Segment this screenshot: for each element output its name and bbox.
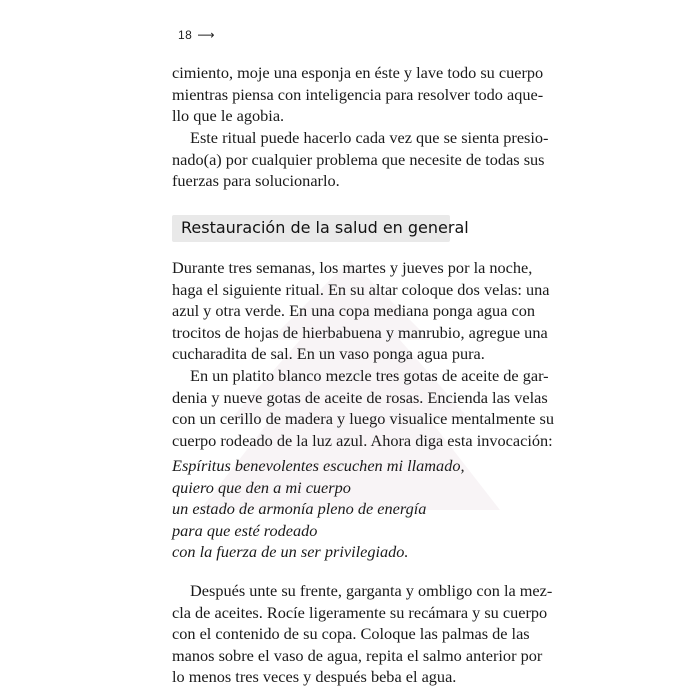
paragraph-line: cimiento, moje una esponja en éste y lave todo su cuerpo	[172, 63, 544, 82]
paragraph-line: haga el siguiente ritual. En su altar coloque dos velas: una	[172, 279, 550, 299]
poem-line: para que esté rodeado	[172, 520, 318, 540]
paragraph-line: cla de aceites. Rocíe ligeramente su recámara y su cuerpo	[172, 602, 548, 622]
paragraph-line: nado(a) por cualquier problema que necesite de todas sus	[172, 149, 545, 169]
second-paragraph	[172, 127, 549, 192]
poem-line: con la fuerza de un ser privilegiado.	[172, 542, 409, 562]
top-paragraph	[172, 62, 544, 127]
paragraph-line: lo menos tres veces y después beba el agua.	[172, 667, 457, 687]
paragraph-line: Después unte su frente, garganta y ombligo con la mez-	[190, 581, 553, 600]
invocation-poem	[172, 455, 465, 563]
ritual-paragraph-1	[172, 257, 550, 365]
paragraph-line: con un cerillo de madera y luego visualice mentalmente su	[172, 409, 555, 429]
paragraph-line: manos sobre el vaso de agua, repita el salmo anterior por	[172, 645, 543, 665]
page-number	[178, 28, 215, 42]
paragraph-line: azul y otra verde. En una copa mediana ponga agua con	[172, 301, 536, 321]
paragraph-line: llo que le agobia.	[172, 106, 285, 126]
paragraph-line: fuerzas para solucionarlo.	[172, 171, 340, 191]
paragraph-line: En un platito blanco mezcle tres gotas de aceite de gar-	[190, 366, 549, 385]
paragraph-line: trocitos de hojas de hierbabuena y manrubio, agregue una	[172, 322, 548, 342]
ritual-paragraph-2	[172, 365, 555, 451]
paragraph-line: Este ritual puede hacerlo cada vez que se sienta presio-	[190, 128, 549, 147]
page-number-text: 18	[178, 28, 193, 42]
poem-line: Espíritus benevolentes escuchen mi llamado,	[172, 456, 465, 475]
paragraph-line: denia y nueve gotas de aceite de rosas. Encienda las velas	[172, 387, 548, 407]
paragraph-line: cuerpo rodeado de la luz azul. Ahora diga esta invocación:	[172, 430, 553, 450]
poem-line: quiero que den a mi cuerpo	[172, 477, 351, 497]
paragraph-line: con el contenido de su copa. Coloque las palmas de las	[172, 624, 530, 644]
poem-line: un estado de armonía pleno de energía	[172, 499, 427, 519]
right-arrow-icon: ⟶	[197, 28, 216, 42]
paragraph-line: mientras piensa con inteligencia para resolver todo aque-	[172, 84, 544, 104]
section-heading-box	[172, 215, 469, 242]
paragraph-line: Durante tres semanas, los martes y jueves por la noche,	[172, 258, 533, 277]
final-paragraph	[172, 580, 553, 688]
section-heading: Restauración de la salud en general	[181, 218, 469, 237]
paragraph-line: cucharadita de sal. En un vaso ponga agua pura.	[172, 344, 485, 364]
